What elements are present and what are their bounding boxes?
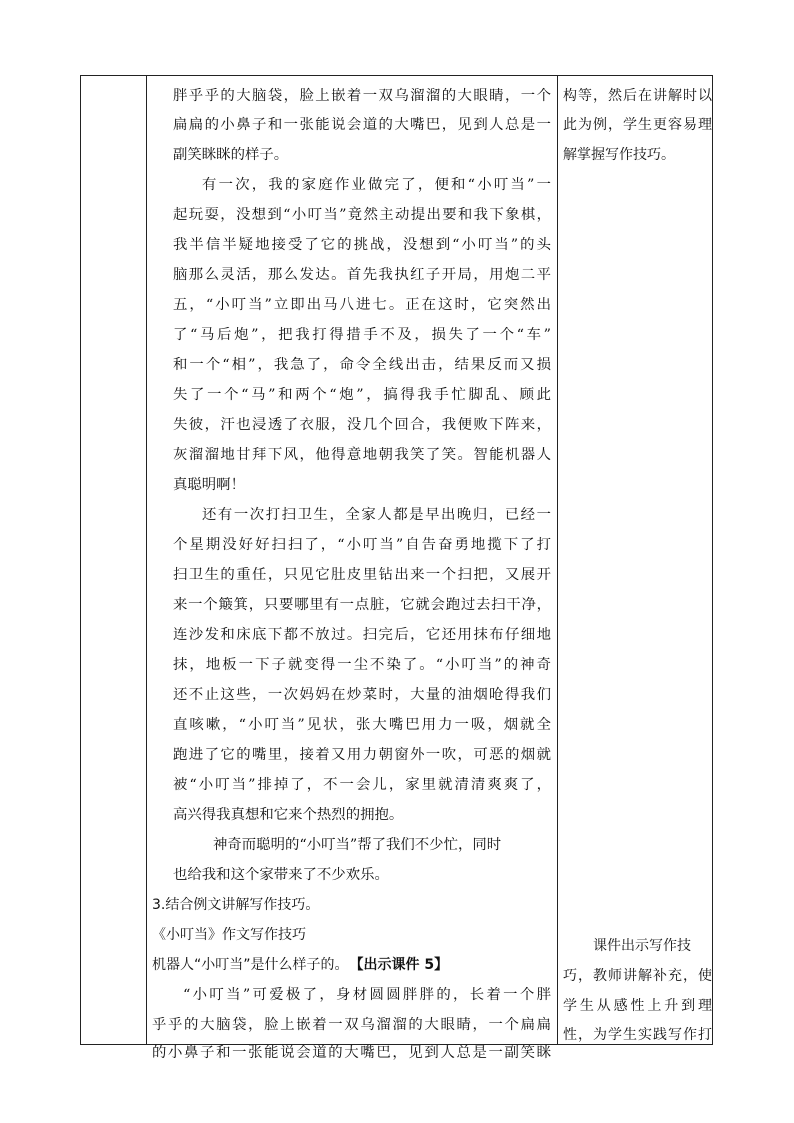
essay-line: 扫卫生的重任，只见它肚皮里钻出来一个扫把，又展开 bbox=[173, 567, 551, 583]
essay-line: 乎乎的大脑袋，脸上嵌着一双乌溜溜的大眼睛，一个扁扁 bbox=[152, 1017, 551, 1033]
essay-line: 直咳嗽，“小叮当”见状，张大嘴巴用力一吸，烟就全 bbox=[173, 717, 551, 733]
essay-line: 高兴得我真想和它来个热烈的拥抱。 bbox=[173, 807, 404, 823]
essay-line: 和一个“相”，我急了，命令全线出击，结果反而又损 bbox=[173, 357, 551, 373]
essay-line: 跑进了它的嘴里，接着又用力朝窗外一吹，可恶的烟就 bbox=[173, 747, 551, 763]
essay-line: 失了一个“马”和两个“炮”，搞得我手忙脚乱、顾此 bbox=[173, 387, 551, 403]
note-line: 性，为学生实践写作打 bbox=[563, 1027, 712, 1043]
courseware-tag: 【出示课件 5】 bbox=[356, 957, 449, 973]
essay-line: “小叮当”可爱极了，身材圆圆胖胖的，长着一个胖 bbox=[183, 987, 551, 1003]
essay-line: 五，“小叮当”立即出马八进七。正在这时，它突然出 bbox=[173, 297, 551, 313]
essay-line: 真聪明啊！ bbox=[173, 477, 245, 493]
essay-line: 起玩耍，没想到“小叮当”竟然主动提出要和我下象棋， bbox=[173, 207, 551, 223]
note-line: 解掌握写作技巧。 bbox=[563, 147, 675, 163]
essay-line: 的小鼻子和一张能说会道的大嘴巴，见到人总是一副笑眯 bbox=[152, 1045, 551, 1061]
essay-line: 抹，地板一下子就变得一尘不染了。“小叮当”的神奇 bbox=[173, 657, 551, 673]
essay-line: 灰溜溜地甘拜下风，他得意地朝我笑了笑。智能机器人 bbox=[173, 447, 551, 463]
essay-line: 有一次，我的家庭作业做完了，便和“小叮当”一 bbox=[202, 177, 551, 193]
essay-line: 也给我和这个家带来了不少欢乐。 bbox=[173, 867, 389, 883]
essay-line: 扁扁的小鼻子和一张能说会道的大嘴巴，见到人总是一 bbox=[173, 117, 551, 133]
essay-line: 脑那么灵活，那么发达。首先我执红子开局，用炮二平 bbox=[173, 267, 551, 283]
essay-line: 我半信半疑地接受了它的挑战，没想到“小叮当”的头 bbox=[173, 237, 551, 253]
lesson-plan-table bbox=[80, 75, 713, 1061]
essay-line: 还不止这些，一次妈妈在炒菜时，大量的油烟呛得我们 bbox=[173, 687, 551, 703]
essay-line: 失彼，汗也浸透了衣服，没几个回合，我便败下阵来， bbox=[173, 417, 551, 433]
essay-line: 个星期没好好扫扫了，“小叮当”自告奋勇地揽下了打 bbox=[173, 537, 551, 553]
question-text: 机器人“小叮当”是什么样子的。 bbox=[152, 957, 349, 973]
essay-line: 连沙发和床底下都不放过。扫完后，它还用抹布仔细地 bbox=[173, 627, 551, 643]
question-line bbox=[152, 955, 448, 975]
essay-line: 神奇而聪明的“小叮当”帮了我们不少忙，同时 bbox=[213, 837, 502, 853]
essay-line: 了“马后炮”，把我打得措手不及，损失了一个“车” bbox=[173, 327, 551, 343]
note-line: 学生从感性上升到理 bbox=[563, 998, 712, 1014]
essay-line: 被“小叮当”排掉了，不一会儿，家里就清清爽爽了， bbox=[173, 777, 551, 793]
essay-line: 胖乎乎的大脑袋，脸上嵌着一双乌溜溜的大眼睛，一个 bbox=[173, 88, 551, 104]
note-line: 构等，然后在讲解时以 bbox=[563, 88, 712, 104]
step-heading: 3.结合例文讲解写作技巧。 bbox=[152, 897, 320, 913]
example-essay-column bbox=[147, 76, 555, 1061]
essay-line: 副笑眯眯的样子。 bbox=[173, 147, 289, 163]
note-line: 此为例，学生更容易理 bbox=[563, 117, 712, 133]
note-line: 巧，教师讲解补充，使 bbox=[563, 968, 712, 984]
essay-line: 来一个簸箕，只要哪里有一点脏，它就会跑过去扫干净， bbox=[173, 597, 551, 613]
essay-line: 还有一次打扫卫生，全家人都是早出晚归，已经一 bbox=[202, 507, 551, 523]
tips-title: 《小叮当》作文写作技巧 bbox=[152, 927, 306, 943]
note-line: 课件出示写作技 bbox=[593, 938, 691, 954]
design-notes-column bbox=[558, 76, 714, 1044]
